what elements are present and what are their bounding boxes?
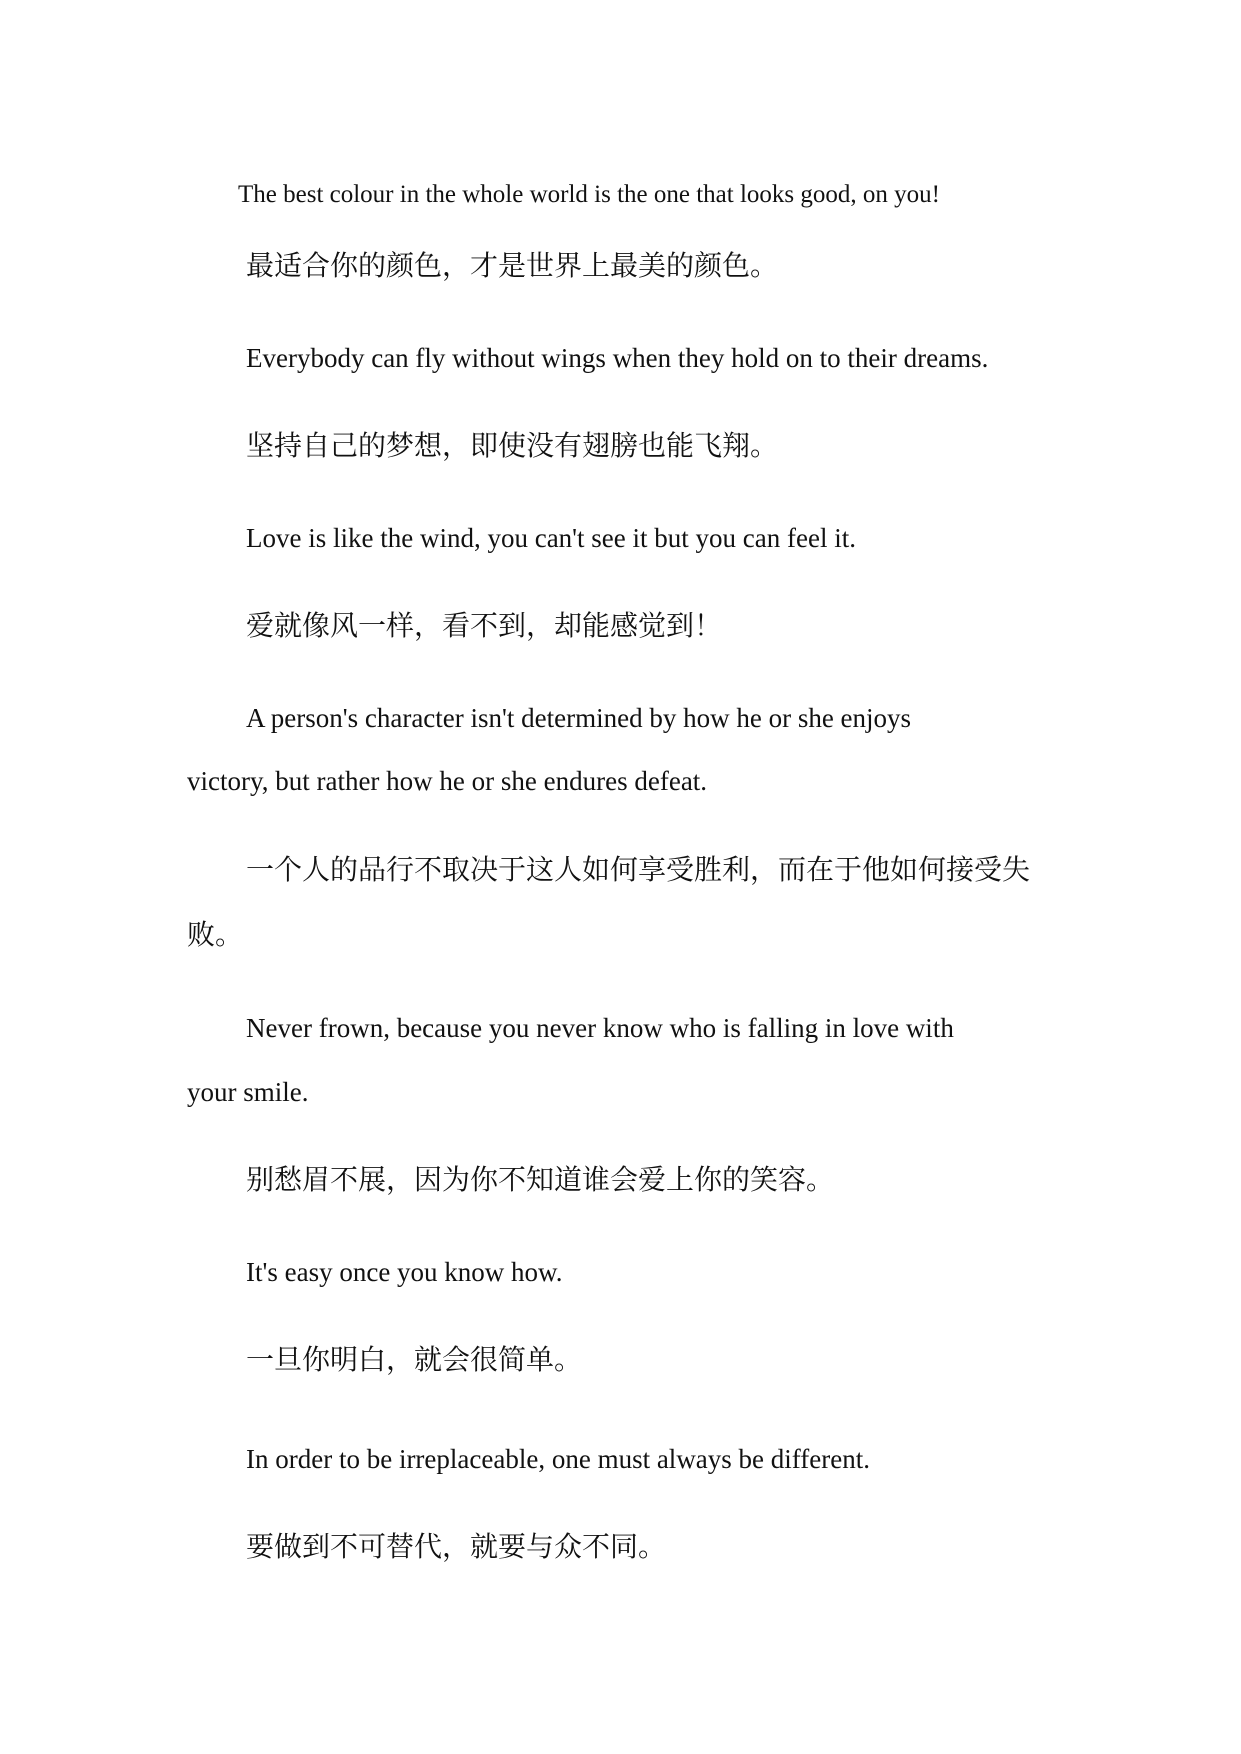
quote-4-chinese-line-2: 败。 bbox=[187, 918, 244, 951]
quote-5-english-line-2: your smile. bbox=[187, 1077, 309, 1107]
quote-3-chinese: 爱就像风一样，看不到，却能感觉到！ bbox=[246, 609, 723, 642]
quote-5-english-line-1: Never frown, because you never know who is falling in love with bbox=[246, 1013, 954, 1043]
quote-1-chinese: 最适合你的颜色，才是世界上最美的颜色。 bbox=[246, 249, 779, 282]
quote-4-chinese-line-1: 一个人的品行不取决于这人如何享受胜利，而在于他如何接受失 bbox=[246, 853, 1031, 886]
quote-6-english: It's easy once you know how. bbox=[246, 1257, 563, 1287]
quote-7-english: In order to be irreplaceable, one must always be different. bbox=[246, 1444, 870, 1474]
quote-4-english-line-2: victory, but rather how he or she endures defeat. bbox=[187, 766, 708, 796]
quote-1-english: The best colour in the whole world is the one that looks good, on you! bbox=[238, 181, 940, 208]
quote-7-chinese: 要做到不可替代，就要与众不同。 bbox=[246, 1530, 667, 1563]
quote-5-chinese: 别愁眉不展，因为你不知道谁会爱上你的笑容。 bbox=[246, 1163, 835, 1196]
quote-2-english: Everybody can fly without wings when they hold on to their dreams. bbox=[246, 343, 989, 373]
quote-3-english: Love is like the wind, you can't see it but you can feel it. bbox=[246, 523, 856, 553]
quote-4-english-line-1: A person's character isn't determined by how he or she enjoys bbox=[246, 703, 912, 733]
quote-6-chinese: 一旦你明白，就会很简单。 bbox=[246, 1343, 583, 1376]
quote-2-chinese: 坚持自己的梦想，即使没有翅膀也能飞翔。 bbox=[246, 429, 779, 462]
